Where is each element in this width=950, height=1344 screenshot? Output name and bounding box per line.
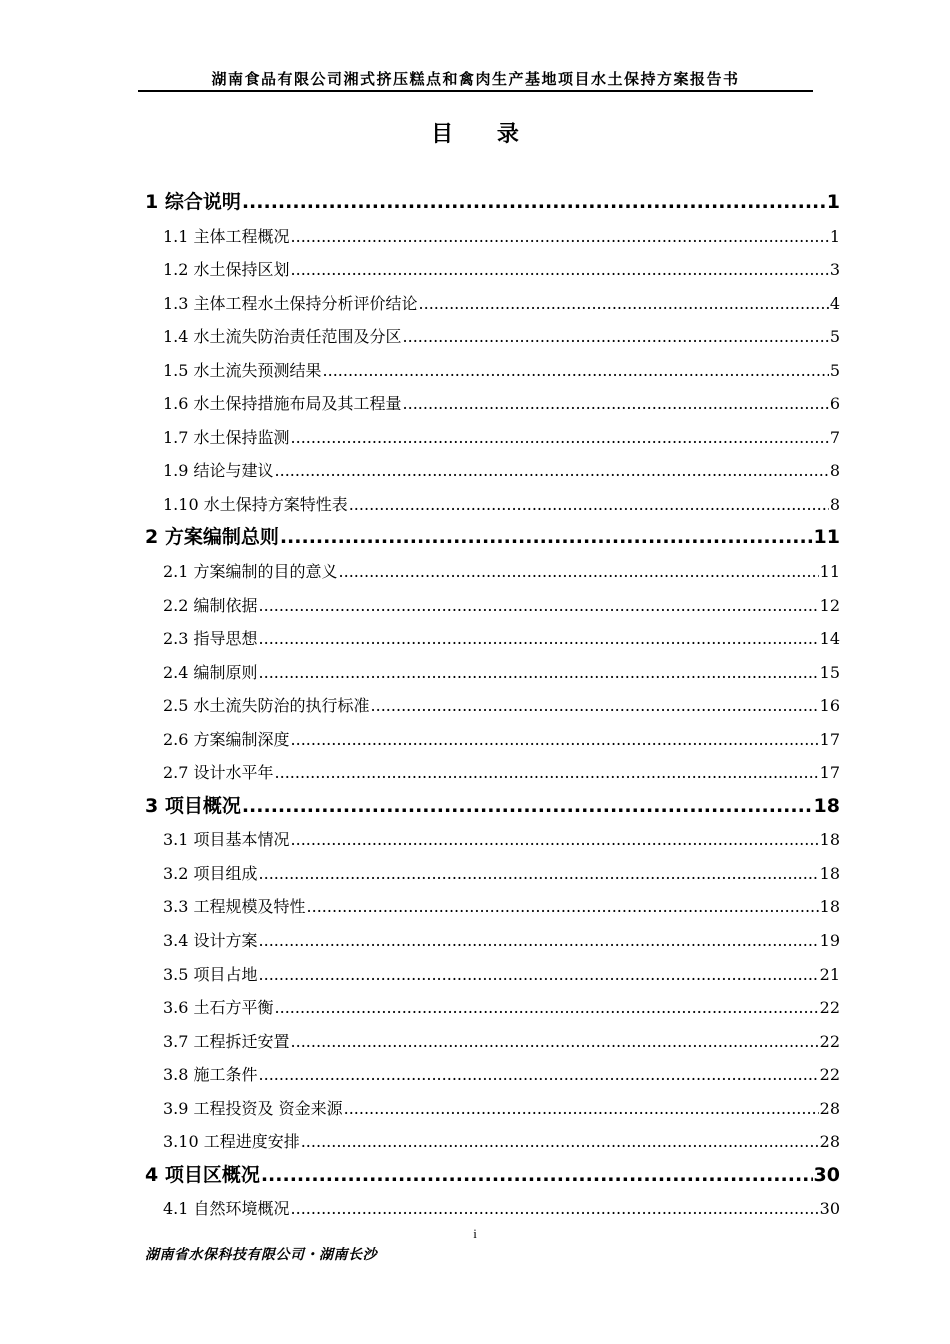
toc-dot-leader (259, 958, 819, 992)
toc-entry-page: 16 (819, 696, 840, 716)
toc-entry-label: 3.1 项目基本情况 (163, 830, 290, 850)
toc-dot-leader (344, 1092, 819, 1126)
toc-section-entry[interactable] (145, 857, 840, 891)
toc-entry-label: 1.7 水土保持监测 (163, 427, 290, 447)
toc-dot-leader (275, 991, 819, 1025)
toc-entry-label: 2.1 方案编制的目的意义 (163, 562, 338, 582)
toc-dot-leader (291, 220, 829, 254)
toc-entry-label: 3.2 项目组成 (163, 863, 258, 883)
toc-section-entry[interactable] (145, 354, 840, 388)
toc-chapter-entry[interactable] (145, 1159, 840, 1193)
toc-dot-leader (307, 890, 819, 924)
toc-entry-page: 18 (819, 863, 840, 883)
toc-section-entry[interactable] (145, 958, 840, 992)
toc-dot-leader (419, 287, 829, 321)
toc-section-entry[interactable] (145, 823, 840, 857)
toc-dot-leader (259, 589, 819, 623)
table-of-contents (145, 186, 840, 1226)
toc-section-entry[interactable] (145, 320, 840, 354)
toc-dot-leader (323, 354, 829, 388)
toc-section-entry[interactable] (145, 689, 840, 723)
toc-section-entry[interactable] (145, 421, 840, 455)
toc-entry-page: 28 (819, 1098, 840, 1118)
toc-dot-leader (339, 555, 819, 589)
toc-section-entry[interactable] (145, 454, 840, 488)
toc-dot-leader (291, 1192, 819, 1226)
toc-section-entry[interactable] (145, 1025, 840, 1059)
toc-entry-page: 11 (819, 562, 840, 582)
toc-section-entry[interactable] (145, 890, 840, 924)
toc-entry-page: 5 (829, 327, 840, 347)
toc-section-entry[interactable] (145, 723, 840, 757)
toc-entry-label: 1 综合说明 (145, 191, 241, 213)
toc-section-entry[interactable] (145, 1125, 840, 1159)
toc-entry-page: 18 (813, 794, 840, 817)
toc-entry-page: 21 (819, 964, 840, 984)
toc-entry-page: 11 (813, 526, 840, 549)
toc-entry-label: 4 项目区概况 (145, 1163, 260, 1186)
toc-entry-page: 19 (819, 931, 840, 951)
toc-section-entry[interactable] (145, 555, 840, 589)
toc-entry-page: 14 (819, 629, 840, 649)
toc-dot-leader (349, 488, 829, 522)
toc-dot-leader (259, 656, 819, 690)
toc-dot-leader (242, 790, 813, 824)
toc-entry-label: 1.1 主体工程概况 (163, 226, 290, 246)
toc-dot-leader (291, 723, 819, 757)
toc-entry-label: 2.6 方案编制深度 (163, 729, 290, 749)
toc-entry-label: 1.3 主体工程水土保持分析评价结论 (163, 293, 418, 313)
toc-entry-page: 1 (829, 226, 840, 246)
toc-entry-label: 3.3 工程规模及特性 (163, 897, 306, 917)
toc-section-entry[interactable] (145, 253, 840, 287)
toc-dot-leader (291, 1025, 819, 1059)
toc-entry-label: 3.9 工程投资及 资金来源 (163, 1098, 343, 1118)
toc-entry-label: 2.2 编制依据 (163, 595, 258, 615)
toc-section-entry[interactable] (145, 656, 840, 690)
toc-entry-page: 5 (829, 360, 840, 380)
toc-section-entry[interactable] (145, 1192, 840, 1226)
toc-entry-page: 17 (819, 763, 840, 783)
toc-dot-leader (259, 924, 819, 958)
toc-heading: 目 录 (431, 122, 537, 147)
toc-entry-label: 2.7 设计水平年 (163, 763, 274, 783)
toc-entry-page: 8 (829, 494, 840, 514)
toc-entry-label: 3.8 施工条件 (163, 1065, 258, 1085)
toc-section-entry[interactable] (145, 991, 840, 1025)
toc-dot-leader (259, 622, 819, 656)
toc-entry-page: 6 (829, 394, 840, 414)
toc-entry-label: 4.1 自然环境概况 (163, 1199, 290, 1219)
toc-entry-label: 1.10 水土保持方案特性表 (163, 494, 348, 514)
toc-entry-page: 30 (819, 1199, 840, 1219)
toc-section-entry[interactable] (145, 1058, 840, 1092)
toc-entry-page: 30 (813, 1163, 840, 1186)
toc-entry-label: 1.9 结论与建议 (163, 461, 274, 481)
toc-dot-leader (259, 1058, 819, 1092)
toc-section-entry[interactable] (145, 287, 840, 321)
toc-entry-page: 12 (819, 595, 840, 615)
toc-entry-label: 2.4 编制原则 (163, 662, 258, 682)
document-footer: 湖南省水保科技有限公司・湖南长沙 (145, 1247, 377, 1263)
toc-entry-page: 18 (819, 830, 840, 850)
toc-dot-leader (275, 756, 819, 790)
header-rule (138, 90, 813, 92)
toc-section-entry[interactable] (145, 387, 840, 421)
toc-section-entry[interactable] (145, 924, 840, 958)
page-number: i (473, 1226, 477, 1241)
toc-entry-page: 15 (819, 662, 840, 682)
toc-dot-leader (403, 387, 829, 421)
toc-dot-leader (371, 689, 819, 723)
toc-entry-label: 1.2 水土保持区划 (163, 260, 290, 280)
toc-section-entry[interactable] (145, 488, 840, 522)
toc-entry-label: 3.7 工程拆迁安置 (163, 1031, 290, 1051)
toc-dot-leader (403, 320, 829, 354)
toc-entry-page: 22 (819, 1031, 840, 1051)
toc-entry-page: 18 (819, 897, 840, 917)
toc-dot-leader (301, 1125, 819, 1159)
toc-entry-page: 3 (829, 260, 840, 280)
toc-entry-page: 22 (819, 1065, 840, 1085)
toc-chapter-entry[interactable] (145, 186, 840, 220)
toc-entry-label: 3 项目概况 (145, 794, 241, 817)
toc-dot-leader (291, 253, 829, 287)
toc-entry-page: 8 (829, 461, 840, 481)
toc-entry-label: 1.4 水土流失防治责任范围及分区 (163, 327, 402, 347)
toc-dot-leader (242, 186, 826, 220)
toc-entry-label: 2.5 水土流失防治的执行标准 (163, 696, 370, 716)
toc-entry-label: 3.4 设计方案 (163, 931, 258, 951)
toc-entry-label: 2 方案编制总则 (145, 526, 279, 549)
toc-entry-page: 28 (819, 1132, 840, 1152)
toc-dot-leader (291, 421, 829, 455)
toc-entry-page: 17 (819, 729, 840, 749)
toc-entry-label: 3.5 项目占地 (163, 964, 258, 984)
toc-dot-leader (280, 521, 813, 555)
document-header-title: 湖南食品有限公司湘式挤压糕点和禽肉生产基地项目水土保持方案报告书 (211, 70, 740, 88)
toc-entry-label: 3.10 工程进度安排 (163, 1132, 300, 1152)
toc-entry-label: 2.3 指导思想 (163, 629, 258, 649)
toc-dot-leader (259, 857, 819, 891)
toc-entry-page: 7 (829, 427, 840, 447)
toc-entry-page: 22 (819, 998, 840, 1018)
toc-section-entry[interactable] (145, 756, 840, 790)
toc-entry-label: 3.6 土石方平衡 (163, 998, 274, 1018)
toc-dot-leader (261, 1159, 813, 1193)
toc-dot-leader (275, 454, 829, 488)
toc-section-entry[interactable] (145, 1092, 840, 1126)
toc-section-entry[interactable] (145, 220, 840, 254)
toc-section-entry[interactable] (145, 589, 840, 623)
toc-entry-label: 1.5 水土流失预测结果 (163, 360, 322, 380)
toc-entry-page: 1 (826, 191, 840, 213)
toc-entry-label: 1.6 水土保持措施布局及其工程量 (163, 394, 402, 414)
toc-entry-page: 4 (829, 293, 840, 313)
toc-chapter-entry[interactable] (145, 521, 840, 555)
toc-dot-leader (291, 823, 819, 857)
toc-section-entry[interactable] (145, 622, 840, 656)
toc-chapter-entry[interactable] (145, 790, 840, 824)
